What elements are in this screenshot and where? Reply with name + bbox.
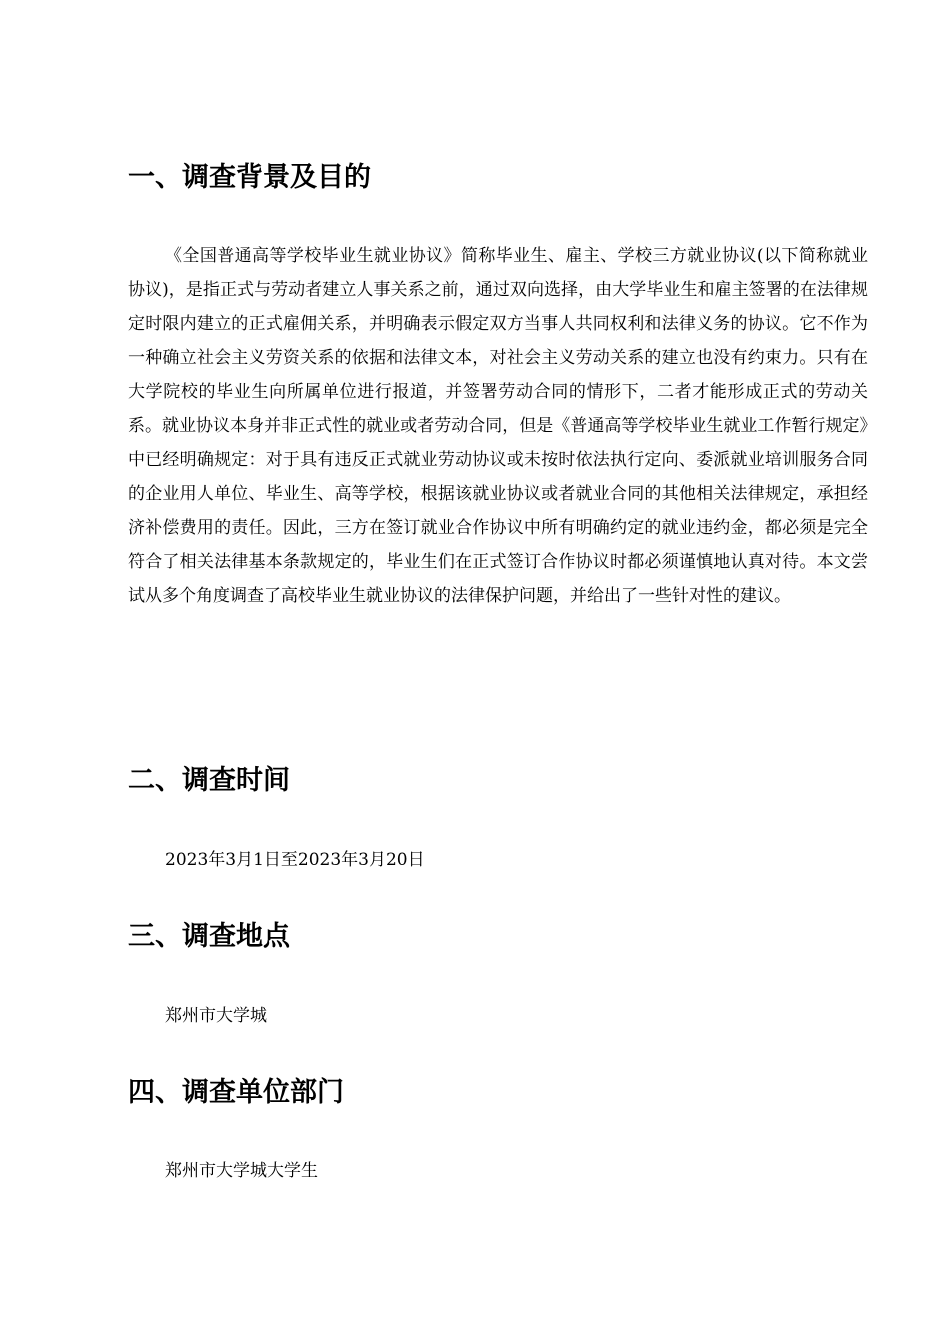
section-heading-location: 三、调查地点 xyxy=(128,921,290,952)
section-body-department: 郑州市大学城大学生 xyxy=(165,1161,318,1181)
section-heading-background: 一、调查背景及目的 xyxy=(128,162,371,193)
section-body-background: 《全国普通高等学校毕业生就业协议》简称毕业生、雇主、学校三方就业协议(以下简称就业协议)，是指正式与劳动者建立人事关系之前，通过双向选择，由大学毕业生和雇主签署的在法律规定时限内建立的正式雇佣关系，并明确表示假定双方当事人共同权利和法律义务的协议。它不作为一种确立社会主义劳资关系的依据和法律文本，对社会主义劳动关系的建立也没有约束力。只有在大学院校的毕业生向所属单位进行报道，并签署劳动合同的情形下，二者才能形成正式的劳动关系。就业协议本身并非正式性的就业或者劳动合同，但是《普通高等学校毕业生就业工作暂行规定》中已经明确规定：对于具有违反正式就业劳动协议或未按时依法执行定向、委派就业培训服务合同的企业用人单位、毕业生、高等学校，根据该就业协议或者就业合同的其他相关法律规定，承担经济补偿费用的责任。因此，三方在签订就业合作协议中所有明确约定的就业违约金，都必须是完全符合了相关法律基本条款规定的，毕业生们在正式签订合作协议时都必须谨慎地认真对待。本文尝试从多个角度调查了高校毕业生就业协议的法律保护问题，并给出了一些针对性的建议。 xyxy=(128,246,868,606)
section-heading-department: 四、调查单位部门 xyxy=(128,1077,344,1108)
section-body-time: 2023年3月1日至2023年3月20日 xyxy=(165,850,425,870)
section-heading-time: 二、调查时间 xyxy=(128,765,290,796)
section-body-location: 郑州市大学城 xyxy=(165,1006,267,1026)
